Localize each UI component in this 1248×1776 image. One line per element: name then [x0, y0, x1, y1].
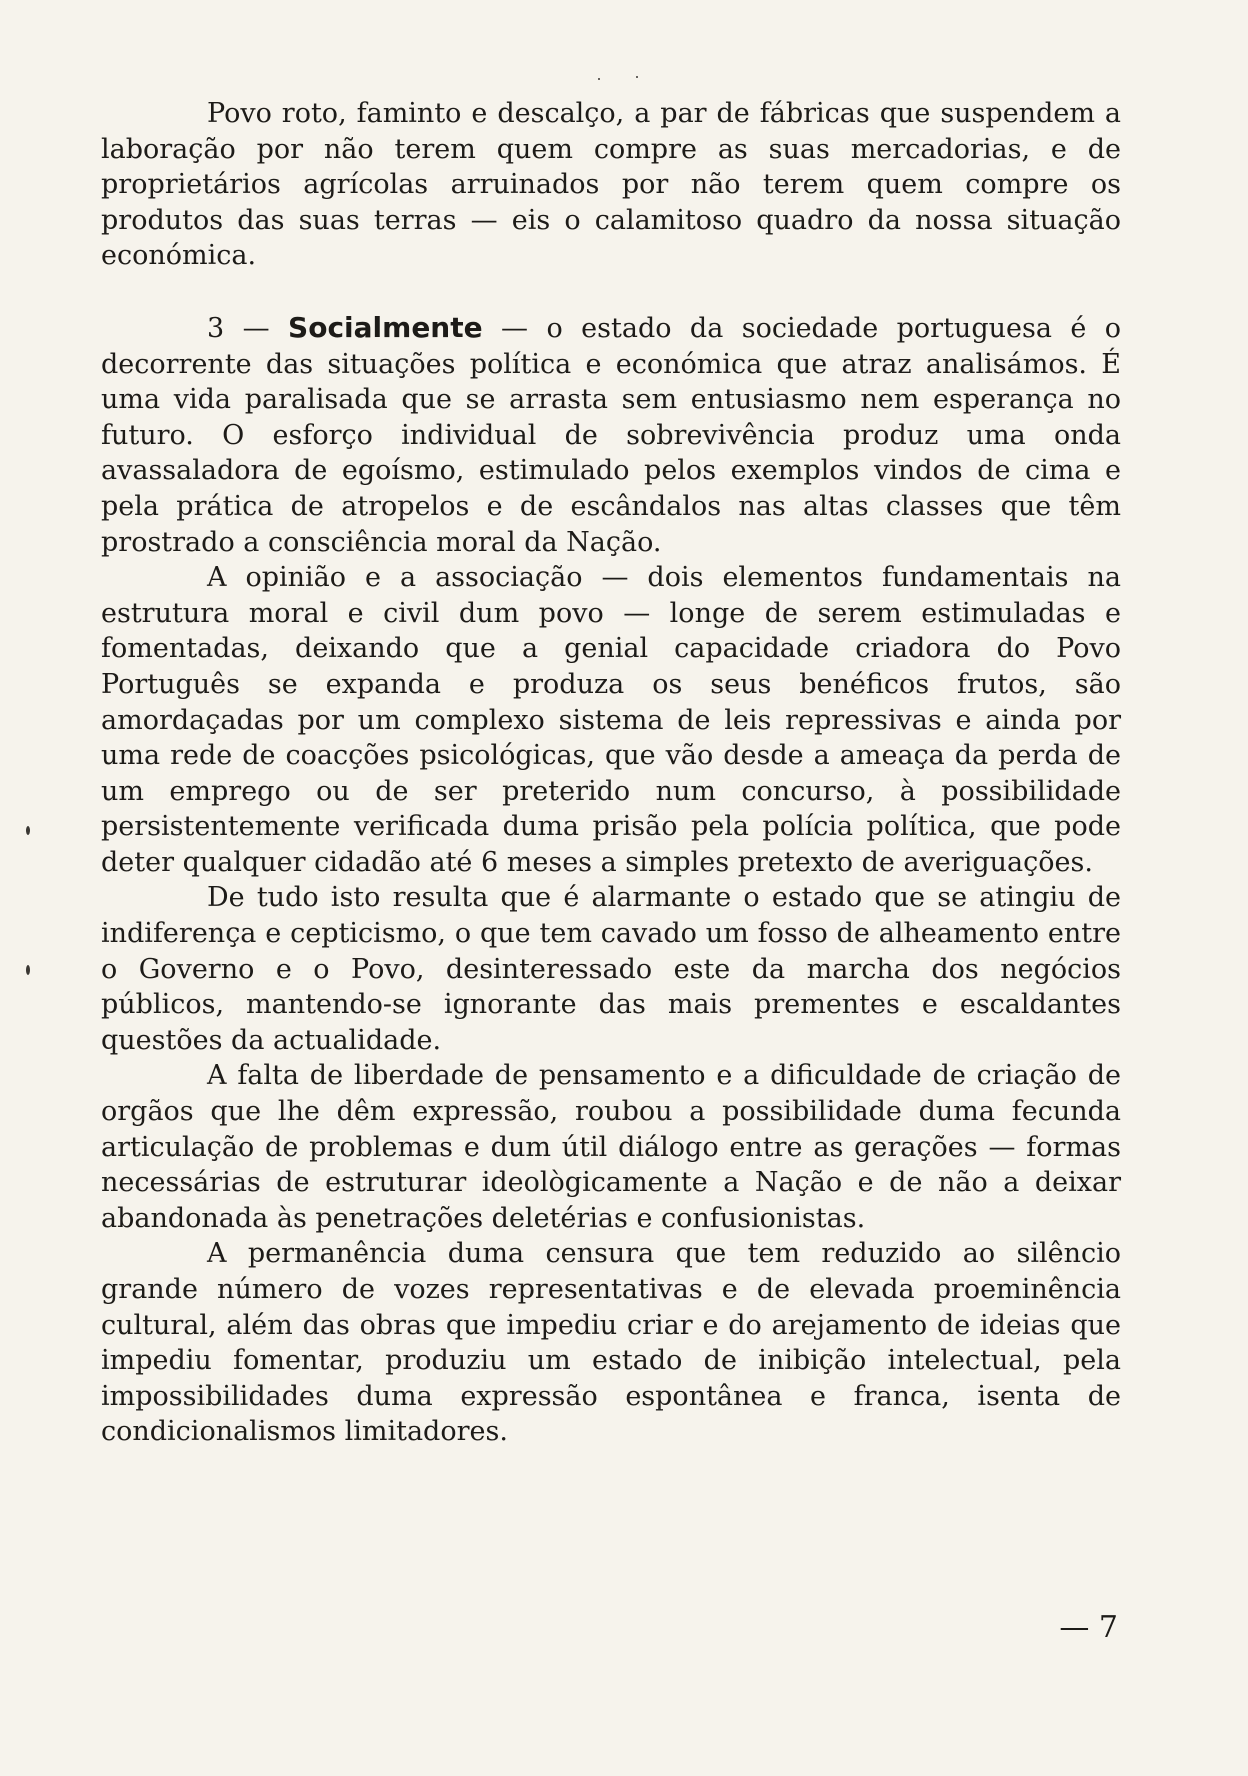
body-text: [101, 96, 1121, 1450]
section-number: 3 —: [207, 312, 270, 344]
paragraph-opinion-association: A opinião e a associação — dois elementos fundamentais na estrutura moral e civil dum povo — longe de serem estimuladas e fomentadas, deixando que a genial capacidade criadora do Povo Português se expanda e produza os seus benéficos frutos, são amordaçadas por um complexo sistema de leis repressivas e ainda por uma rede de coacções psicológicas, que vão desde a ameaça da perda de um emprego ou de ser preterido num concurso, à possibilidade persistentemente verificada duma prisão pela polícia política, que pode deter qualquer cidadão até 6 meses a simples pretexto de averiguações.: [101, 562, 1121, 878]
scan-speck: [26, 965, 30, 975]
scan-speck: [636, 76, 638, 78]
section-dash: —: [482, 312, 547, 344]
scan-speck: [26, 826, 30, 835]
paragraph-social-intro-text: o estado da sociedade portuguesa é o decorrente das situações política e económica que atraz analisámos. É uma vida paralisada que se arrasta sem entusiasmo nem esperança no futuro. O esforço individual de sobrevivência produz uma onda avassaladora de egoísmo, estimulado pelos exemplos vindos de cima e pela prática de atropelos e de escândalos nas altas classes que têm prostrado a consciência moral da Nação.: [101, 312, 1122, 558]
section-gap: [101, 274, 1121, 310]
paragraph-indifference: De tudo isto resulta que é alarmante o estado que se atingiu de indiferença e cepticismo, o que tem cavado um fosso de alheamento entre o Governo e o Povo, desinteressado este da marcha dos negócios públicos, mantendo-se ignorante das mais prementes e escaldantes questões da actualidade.: [101, 882, 1121, 1056]
page-number: — 7: [1059, 1610, 1118, 1645]
paragraph-social-intro: [101, 310, 1121, 560]
paragraph-freedom-of-thought: A falta de liberdade de pensamento e a dificuldade de criação de orgãos que lhe dêm expressão, roubou a possibilidade duma fecunda articulação de problemas e dum útil diálogo entre as gerações — formas necessárias de estruturar ideològicamente a Nação e de não a deixar abandonada às penetrações deletérias e confusionistas.: [101, 1060, 1121, 1234]
section-heading: Socialmente: [288, 310, 483, 344]
scan-speck: [598, 78, 600, 80]
paragraph-economic-summary: Povo roto, faminto e descalço, a par de fábricas que suspendem a laboração por não terem quem compre as suas mercadorias, e de proprietários agrícolas arruinados por não terem quem compre os produtos das suas terras — eis o calamitoso quadro da nossa situação económica.: [101, 98, 1121, 272]
paragraph-censorship: A permanência duma censura que tem reduzido ao silêncio grande número de vozes representativas e de elevada proeminência cultural, além das obras que impediu criar e do arejamento de ideias que impediu fomentar, produziu um estado de inibição intelectual, pela impossibilidades duma expressão espontânea e franca, isenta de condicionalismos limitadores.: [101, 1238, 1121, 1448]
